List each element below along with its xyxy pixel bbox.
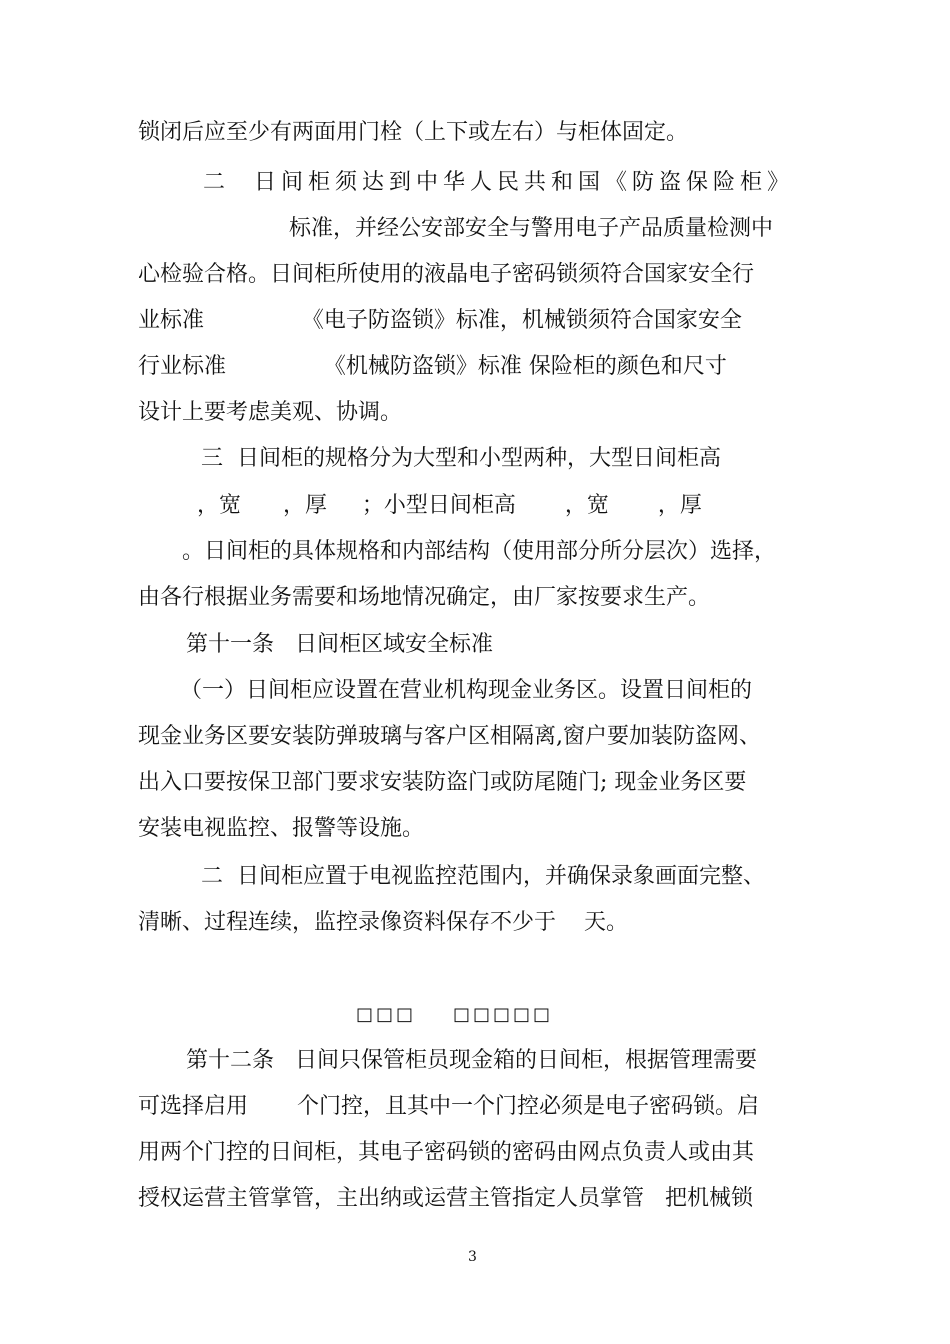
paragraph-line: 三 日间柜的规格分为大型和小型两种，大型日间柜高: [201, 446, 721, 471]
paragraph-line: 标准，并经公安部安全与警用电子产品质量检测中: [289, 216, 774, 241]
paragraph-line: 由各行根据业务需要和场地情况确定，由厂家按要求生产。: [138, 585, 711, 610]
paragraph-line: （一）日间柜应设置在营业机构现金业务区。设置日间柜的: [180, 678, 753, 703]
paragraph-line: 。日间柜的具体规格和内部结构（使用部分所分层次）选择，: [182, 539, 777, 564]
paragraph-line: 用两个门控的日间柜，其电子密码锁的密码由网点负责人或由其: [138, 1140, 755, 1165]
article-title: 第十一条 日间柜区域安全标准: [186, 632, 493, 657]
paragraph-line: 业标准 《电子防盗锁》标准，机械锁须符合国家安全: [138, 308, 742, 333]
paragraph-line: 出入口要按保卫部门要求安装防盗门或防尾随门; 现金业务区要: [138, 770, 747, 795]
section-heading-left: □□□: [356, 1004, 417, 1025]
paragraph-line: 现金业务区要安装防弹玻璃与客户区相隔离,窗户要加装防盗网、: [138, 724, 761, 749]
paragraph-line: 安装电视监控、报警等设施。: [138, 816, 425, 841]
paragraph-line: 行业标准 《机械防盗锁》标准 保险柜的颜色和尺寸: [138, 354, 727, 379]
paragraph-line: 授权运营主管掌管，主出纳或运营主管指定人员掌管 把机械锁: [138, 1186, 753, 1211]
section-heading-right: □□□□□: [453, 1004, 554, 1025]
paragraph-line: 设计上要考虑美观、协调。: [138, 400, 403, 425]
page-number: 3: [468, 1249, 477, 1265]
paragraph-line: 清晰、过程连续，监控录像资料保存不少于 天。: [138, 910, 628, 935]
paragraph-line: 锁闭后应至少有两面用门栓（上下或左右）与柜体固定。: [138, 120, 689, 145]
paragraph-line: 二 日间柜须达到中华人民共和国《防盗保险柜》: [203, 170, 794, 195]
paragraph-line: 心检验合格。日间柜所使用的液晶电子密码锁须符合国家安全行: [138, 262, 755, 287]
paragraph-line: ，宽 ，厚 ；小型日间柜高 ，宽 ，厚: [190, 493, 702, 518]
paragraph-line: 二 日间柜应置于电视监控范围内，并确保录象画面完整、: [201, 864, 765, 889]
paragraph-line: 可选择启用 个门控，且其中一个门控必须是电子密码锁。启: [138, 1094, 759, 1119]
article-title: 第十二条 日间只保管柜员现金箱的日间柜，根据管理需要: [186, 1048, 757, 1073]
